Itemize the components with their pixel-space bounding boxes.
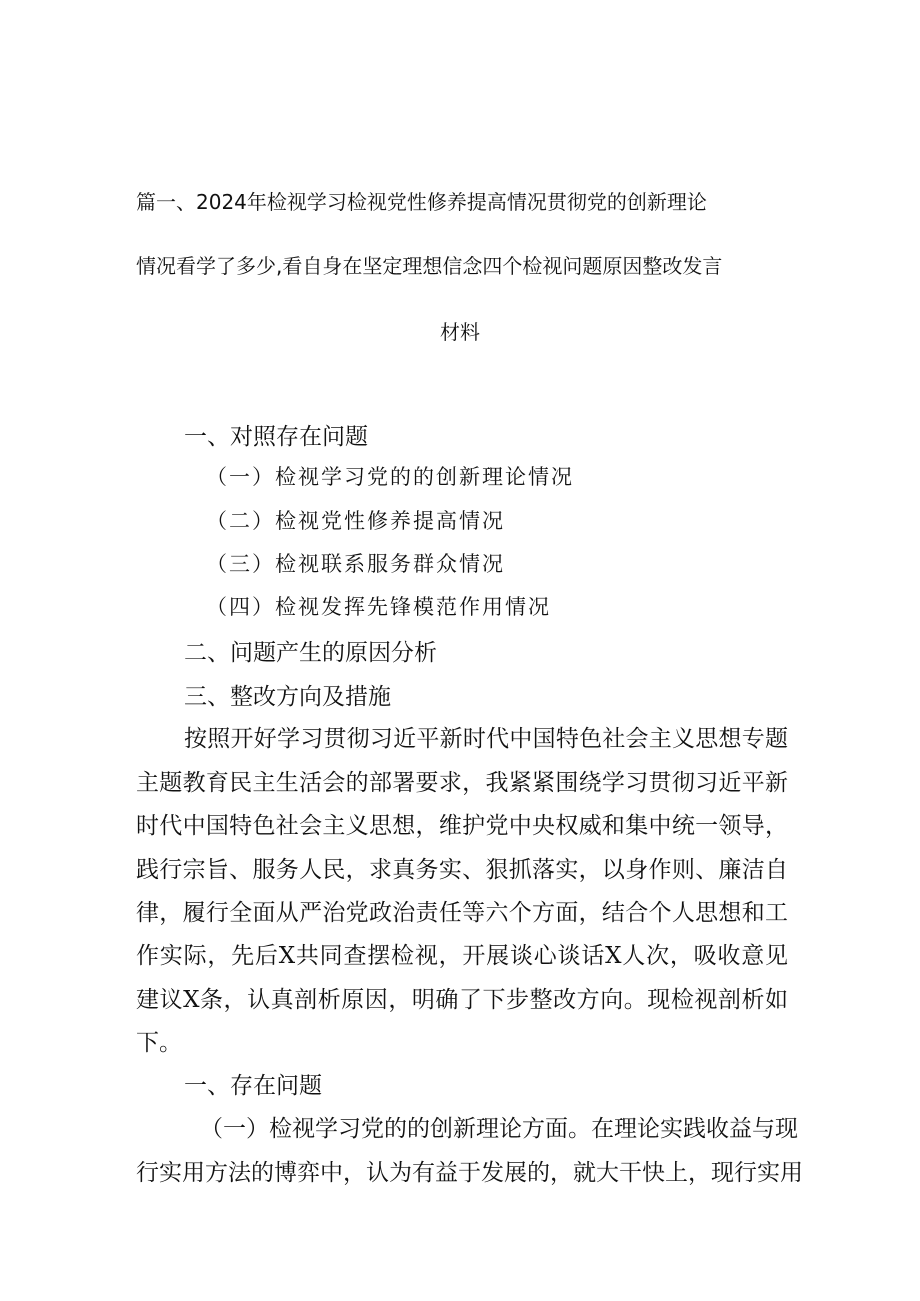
- intro-line-7: 建议X条，认真剖析原因，明确了下步整改方向。现检视剖析如: [136, 987, 788, 1013]
- intro-line-1: 按照开好学习贯彻习近平新时代中国特色社会主义思想专题: [184, 726, 788, 752]
- intro-line-6: 作实际，先后X共同查摆检视，开展谈心谈话X人次，吸收意见: [136, 943, 788, 969]
- outline-section-2: 二、问题产生的原因分析: [184, 640, 437, 666]
- doc-title-line-2: 情况看学了多少,看自身在坚定理想信念四个检视问题原因整改发言: [136, 254, 723, 278]
- intro-line-4: 践行宗旨、服务人民，求真务实、狠抓落实，以身作则、廉洁自: [136, 857, 788, 883]
- outline-section-1: 一、对照存在问题: [184, 424, 368, 450]
- intro-line-2: 主题教育民主生活会的部署要求，我紧紧围绕学习贯彻习近平新: [136, 770, 788, 796]
- existing-problems-heading: 一、存在问题: [184, 1073, 322, 1099]
- existing-problems-line-2: 行实用方法的博弈中，认为有益于发展的，就大干快上，现行实用: [136, 1160, 803, 1186]
- intro-line-5: 律，履行全面从严治党政治责任等六个方面，结合个人思想和工: [136, 900, 788, 926]
- doc-title-line-3: 材料: [440, 320, 480, 344]
- outline-item-2: （二）检视党性修养提高情况: [206, 509, 505, 533]
- outline-item-1: （一）检视学习党的的创新理论情况: [206, 465, 574, 489]
- outline-section-3: 三、整改方向及措施: [184, 684, 391, 710]
- outline-item-4: （四）检视发挥先锋模范作用情况: [206, 595, 551, 619]
- intro-line-8: 下。: [136, 1030, 182, 1056]
- outline-item-3: （三）检视联系服务群众情况: [206, 552, 505, 576]
- intro-line-3: 时代中国特色社会主义思想，维护党中央权威和集中统一领导，: [136, 813, 788, 839]
- existing-problems-line-1: （一）检视学习党的的创新理论方面。在理论实践收益与现: [200, 1116, 798, 1142]
- doc-title-line-1: 篇一、2024年检视学习检视党性修养提高情况贯彻党的创新理论: [136, 190, 707, 214]
